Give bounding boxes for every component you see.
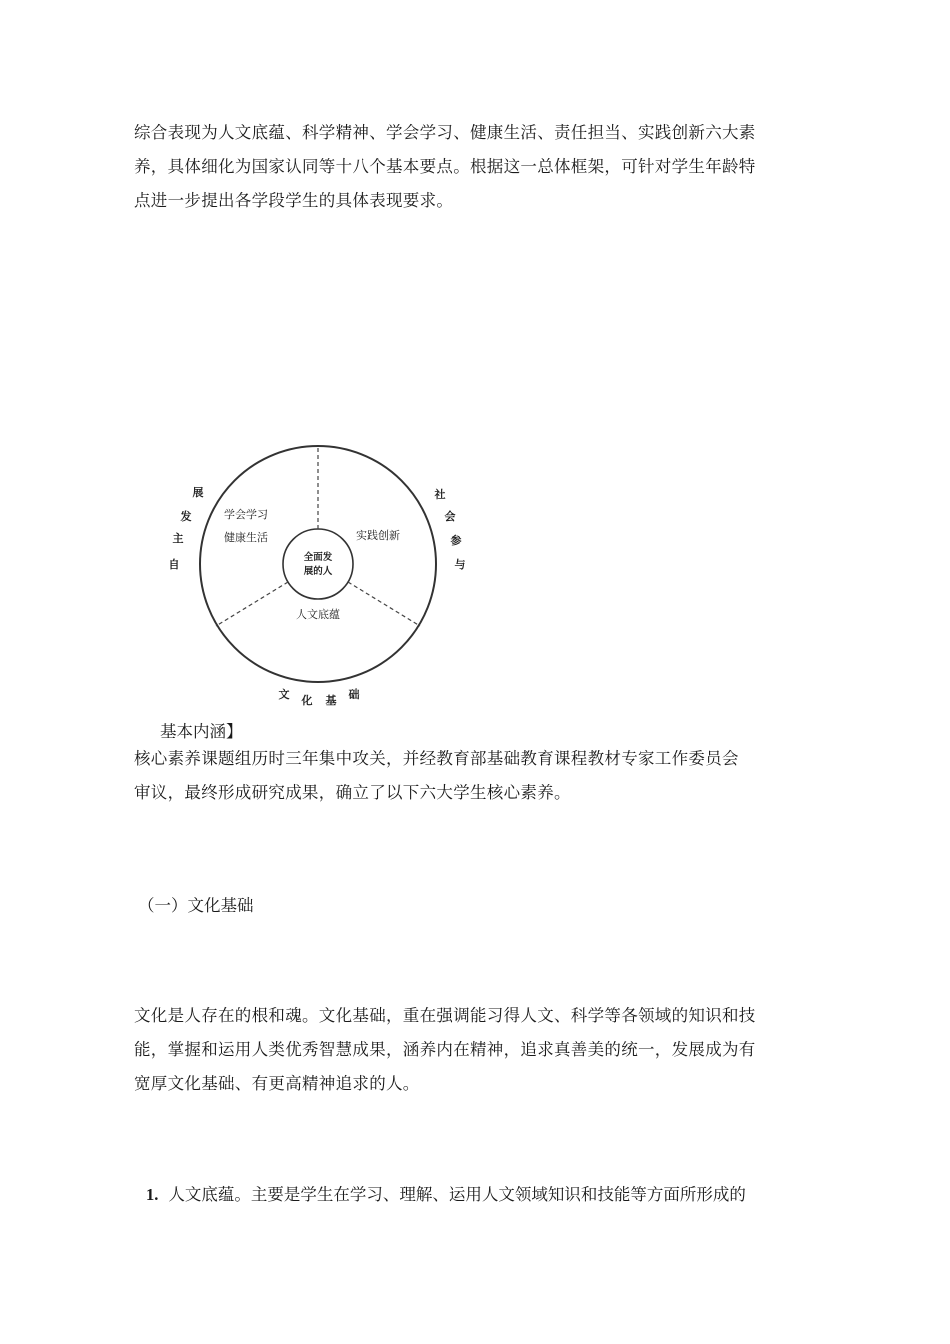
section1-line-2: 能，掌握和运用人类优秀智慧成果，涵养内在精神，追求真善美的统一，发展成为有 (134, 1040, 756, 1059)
divider-right (348, 582, 420, 626)
list-item-text: 人文底蕴。主要是学生在学习、理解、运用人文领域知识和技能等方面所形成的 (168, 1185, 746, 1204)
outer-right-char-2: 会 (444, 510, 456, 523)
outer-bottom-char-2: 化 (301, 694, 313, 707)
outer-right-char-1: 社 (434, 488, 446, 501)
basic-meaning-paragraph (134, 742, 824, 810)
list-item-number: 1. (146, 1185, 159, 1204)
outer-right-char-4: 与 (454, 558, 466, 571)
outer-bottom-char-4: 础 (348, 688, 360, 701)
outer-left-char-4: 自 (168, 558, 180, 571)
intro-line-3: 点进一步提出各学段学生的具体表现要求。 (134, 191, 454, 210)
basic-meaning-line-1: 核心素养课题组历时三年集中攻关，并经教育部基础教育课程教材专家工作委员会 (134, 749, 739, 768)
section-title-cultural-foundation: （一）文化基础 (138, 896, 254, 915)
left-sector-label-1: 学会学习 (224, 508, 268, 521)
intro-paragraph (134, 116, 824, 218)
left-sector-label-2: 健康生活 (224, 531, 268, 544)
section1-paragraph (134, 999, 824, 1101)
bottom-sector-label: 人文底蕴 (296, 608, 340, 621)
outer-circle (200, 446, 436, 682)
center-label-2: 展的人 (303, 566, 333, 577)
outer-left-char-2: 发 (180, 510, 192, 523)
section1-line-1: 文化是人存在的根和魂。文化基础，重在强调能习得人文、科学等各领域的知识和技 (134, 1006, 756, 1025)
center-label-1: 全面发 (303, 552, 333, 563)
core-competencies-diagram (150, 440, 490, 720)
inner-circle (283, 529, 353, 599)
outer-bottom-char-3: 基 (325, 694, 337, 707)
outer-left-char-3: 主 (172, 532, 184, 545)
section1-line-3: 宽厚文化基础、有更高精神追求的人。 (134, 1074, 420, 1093)
intro-line-1: 综合表现为人文底蕴、科学精神、学会学习、健康生活、责任担当、实践创新六大素 (134, 123, 756, 142)
right-sector-label: 实践创新 (356, 529, 400, 542)
outer-bottom-char-1: 文 (278, 688, 290, 701)
list-item-1 (146, 1181, 746, 1209)
basic-meaning-line-2: 审议，最终形成研究成果，确立了以下六大学生核心素养。 (134, 783, 571, 802)
intro-line-2: 养，具体细化为国家认同等十八个基本要点。根据这一总体框架，可针对学生年龄特 (134, 157, 756, 176)
outer-right-char-3: 参 (450, 534, 462, 547)
divider-left (216, 582, 288, 626)
outer-left-char-1: 展 (192, 486, 204, 499)
basic-meaning-heading: 基本内涵】 (160, 722, 243, 741)
